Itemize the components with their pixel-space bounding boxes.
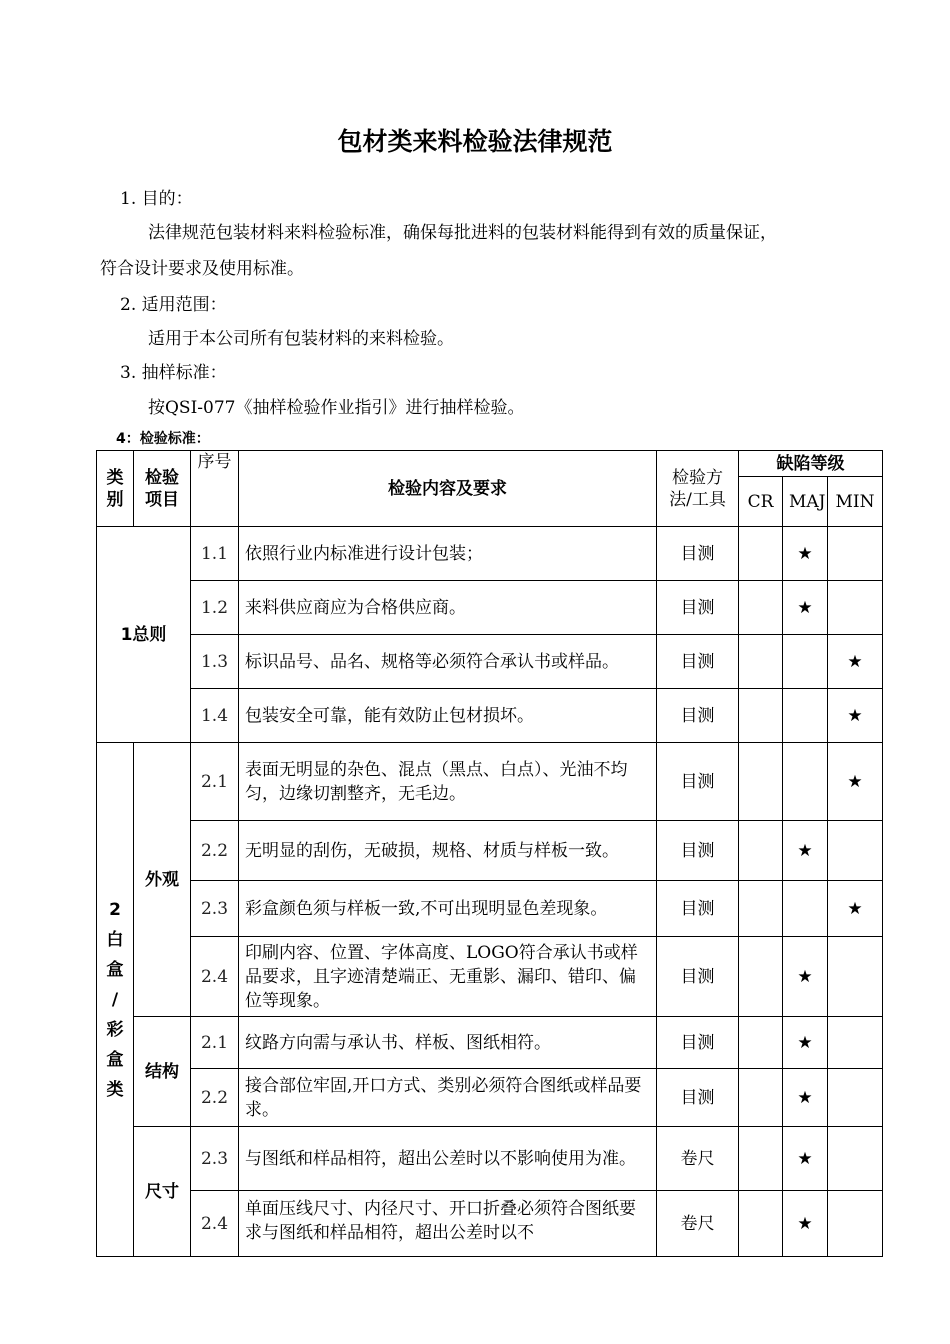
table-row	[97, 1017, 883, 1069]
maj-star: ★	[783, 1017, 828, 1069]
row-seq: 1.4	[191, 689, 239, 743]
section-1-text-line-1: 法律规范包装材料来料检验标准，确保每批进料的包装材料能得到有效的质量保证，	[148, 223, 777, 243]
category-general: 1总则	[97, 527, 191, 743]
table-row	[97, 743, 883, 821]
cr-cell	[739, 635, 783, 689]
row-content: 与图纸和样品相符，超出公差时以不影响使用为准。	[239, 1127, 657, 1191]
table-row	[97, 527, 883, 581]
row-seq: 2.2	[191, 1069, 239, 1127]
header-defect-level: 缺陷等级	[739, 451, 883, 477]
header-seq: 序号	[191, 451, 239, 527]
row-seq: 2.1	[191, 743, 239, 821]
row-method: 目测	[657, 821, 739, 881]
row-content: 标识品号、品名、规格等必须符合承认书或样品。	[239, 635, 657, 689]
category-box-char: 盒	[106, 1049, 124, 1070]
min-cell	[828, 1191, 883, 1257]
min-cell	[828, 1069, 883, 1127]
table-row	[97, 881, 883, 937]
table-row	[97, 1069, 883, 1127]
cr-cell	[739, 821, 783, 881]
table-row	[97, 1127, 883, 1191]
row-seq: 2.4	[191, 1191, 239, 1257]
min-star: ★	[828, 635, 883, 689]
min-cell	[828, 1017, 883, 1069]
header-method: 检验方法/工具	[657, 451, 739, 527]
header-content: 检验内容及要求	[239, 451, 657, 527]
row-method: 目测	[657, 1069, 739, 1127]
row-content: 纹路方向需与承认书、样板、图纸相符。	[239, 1017, 657, 1069]
row-seq: 1.2	[191, 581, 239, 635]
header-item: 检验项目	[134, 451, 191, 527]
row-method: 目测	[657, 1017, 739, 1069]
row-content: 来料供应商应为合格供应商。	[239, 581, 657, 635]
cr-cell	[739, 581, 783, 635]
row-seq: 1.1	[191, 527, 239, 581]
row-content: 印刷内容、位置、字体高度、LOGO符合承认书或样品要求，且字迹清楚端正、无重影、漏印、错印、偏位等现象。	[239, 937, 657, 1017]
table-row	[97, 635, 883, 689]
row-method: 目测	[657, 635, 739, 689]
document-title: 包材类来料检验法律规范	[337, 127, 613, 156]
min-cell	[828, 1127, 883, 1191]
row-content: 包装安全可靠，能有效防止包材损坏。	[239, 689, 657, 743]
table-row	[97, 581, 883, 635]
cr-cell	[739, 689, 783, 743]
row-seq: 1.3	[191, 635, 239, 689]
row-content: 单面压线尺寸、内径尺寸、开口折叠必须符合图纸要求与图纸和样品相符，超出公差时以不	[239, 1191, 657, 1257]
section-2-text: 适用于本公司所有包装材料的来料检验。	[148, 329, 454, 349]
row-method: 目测	[657, 937, 739, 1017]
row-method: 目测	[657, 881, 739, 937]
maj-star: ★	[783, 821, 828, 881]
item-appearance: 外观	[134, 743, 191, 1017]
header-maj: MAJ	[783, 477, 828, 527]
maj-cell	[783, 743, 828, 821]
min-star: ★	[828, 689, 883, 743]
category-box-char: 类	[106, 1079, 124, 1100]
maj-star: ★	[783, 1127, 828, 1191]
min-cell	[828, 581, 883, 635]
cr-cell	[739, 527, 783, 581]
row-seq: 2.2	[191, 821, 239, 881]
min-cell	[828, 527, 883, 581]
section-3-text: 按QSI-077《抽样检验作业指引》进行抽样检验。	[148, 398, 525, 418]
table-header-row	[97, 451, 883, 477]
item-structure: 结构	[134, 1017, 191, 1127]
section-3-heading: 3. 抽样标准：	[120, 363, 227, 383]
row-content: 彩盒颜色须与样板一致,不可出现明显色差现象。	[239, 881, 657, 937]
row-seq: 2.3	[191, 1127, 239, 1191]
cr-cell	[739, 1127, 783, 1191]
maj-star: ★	[783, 1069, 828, 1127]
header-min: MIN	[828, 477, 883, 527]
row-seq: 2.3	[191, 881, 239, 937]
table-row	[97, 689, 883, 743]
maj-star: ★	[783, 1191, 828, 1257]
maj-star: ★	[783, 527, 828, 581]
category-box-char: 白	[106, 929, 124, 950]
row-method: 目测	[657, 527, 739, 581]
maj-star: ★	[783, 581, 828, 635]
category-box-char: /	[111, 989, 119, 1010]
row-method: 卷尺	[657, 1127, 739, 1191]
maj-cell	[783, 689, 828, 743]
section-1-text-line-2: 符合设计要求及使用标准。	[100, 259, 304, 279]
table-row	[97, 821, 883, 881]
cr-cell	[739, 881, 783, 937]
row-seq: 2.4	[191, 937, 239, 1017]
category-box-char: 2	[109, 899, 121, 920]
row-content: 无明显的刮伤，无破损，规格、材质与样板一致。	[239, 821, 657, 881]
section-4-heading: 4：检验标准：	[116, 431, 210, 447]
table-row	[97, 937, 883, 1017]
cr-cell	[739, 1069, 783, 1127]
maj-star: ★	[783, 937, 828, 1017]
category-box	[97, 743, 134, 1257]
maj-cell	[783, 881, 828, 937]
row-method: 卷尺	[657, 1191, 739, 1257]
category-box-char: 彩	[106, 1019, 124, 1040]
min-cell	[828, 937, 883, 1017]
header-cr: CR	[739, 477, 783, 527]
row-content: 依照行业内标准进行设计包装；	[239, 527, 657, 581]
row-method: 目测	[657, 581, 739, 635]
table-row	[97, 1191, 883, 1257]
min-star: ★	[828, 743, 883, 821]
section-1-heading: 1. 目的：	[120, 189, 193, 209]
maj-cell	[783, 635, 828, 689]
min-cell	[828, 821, 883, 881]
inspection-table	[96, 450, 883, 1257]
header-category: 类别	[97, 451, 134, 527]
cr-cell	[739, 743, 783, 821]
row-seq: 2.1	[191, 1017, 239, 1069]
min-star: ★	[828, 881, 883, 937]
row-content: 接合部位牢固,开口方式、类别必须符合图纸或样品要求。	[239, 1069, 657, 1127]
category-box-char: 盒	[106, 959, 124, 980]
cr-cell	[739, 1017, 783, 1069]
section-2-heading: 2. 适用范围：	[120, 295, 227, 315]
row-method: 目测	[657, 743, 739, 821]
row-content: 表面无明显的杂色、混点（黑点、白点）、光油不均匀，边缘切割整齐，无毛边。	[239, 743, 657, 821]
cr-cell	[739, 937, 783, 1017]
cr-cell	[739, 1191, 783, 1257]
row-method: 目测	[657, 689, 739, 743]
item-size: 尺寸	[134, 1127, 191, 1257]
